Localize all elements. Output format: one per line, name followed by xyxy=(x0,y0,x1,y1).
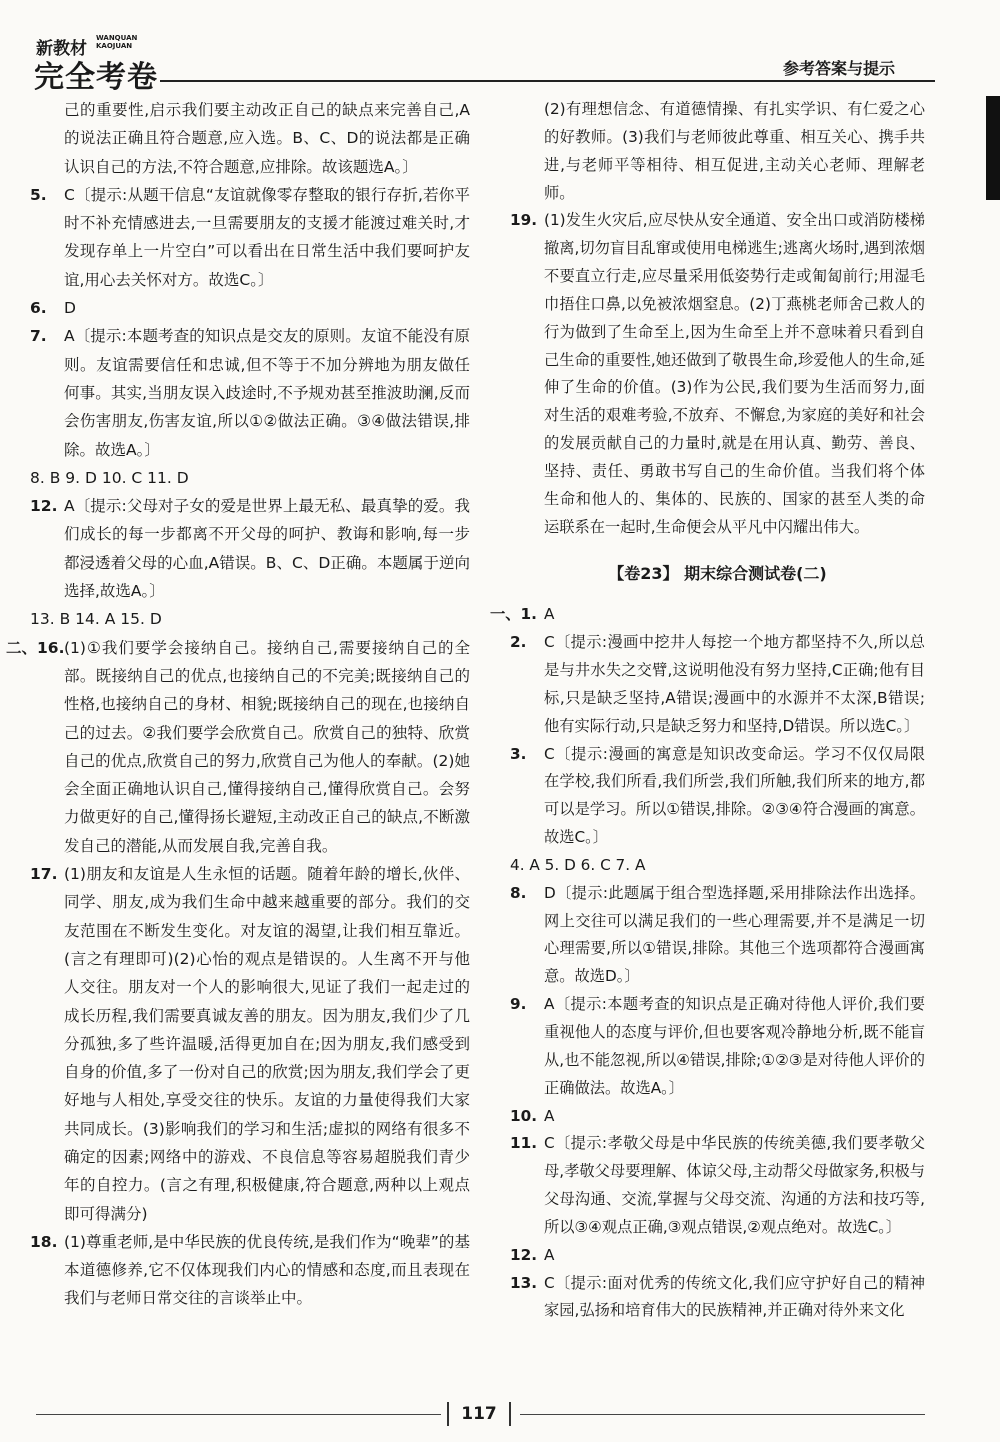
item-text: A xyxy=(544,1106,555,1125)
answer-item-11 xyxy=(510,1130,925,1241)
footer-bar-right xyxy=(509,1402,511,1426)
answer-item-19 xyxy=(510,207,925,541)
answer-item-12 xyxy=(510,1242,925,1270)
answer-item-8 xyxy=(510,880,925,991)
item-number: 13. xyxy=(510,1273,538,1292)
footer-bar-left xyxy=(447,1402,449,1426)
item-text: C〔提示:面对优秀的传统文化,我们应守护好自己的精神家园,弘扬和培育伟大的民族精神,并正确对待外来文化 xyxy=(544,1273,925,1320)
item-number: 3. xyxy=(510,744,527,763)
answer-continuation: 己的重要性,启示我们要主动改正自己的缺点来完善自己,A的说法正确且符合题意,应入选。B、C、D的说法都是正确认识自己的方法,不符合题意,应排除。故该题选A。〕 xyxy=(64,101,470,176)
answer-items-4-7: 4. A 5. D 6. C 7. A xyxy=(510,855,646,874)
answer-item-13 xyxy=(510,1270,925,1326)
page-number: 117 xyxy=(461,1404,497,1424)
item-text: D〔提示:此题属于组合型选择题,采用排除法作出选择。网上交往可以满足我们的一些心理需要,并不是满足一切心理需要,所以①错误,排除。其他三个选项都符合漫画寓意。故选D。〕 xyxy=(544,883,925,986)
item-number: 5. xyxy=(30,185,47,204)
brand-pinyin-line-1: WANQUAN xyxy=(96,34,138,42)
item-text: A〔提示:本题考查的知识点是正确对待他人评价,我们要重视他人的态度与评价,但也要客观冷静地分析,既不能盲从,也不能忽视,所以④错误,排除;①②③是对待他人评价的正确做法。故选A。〕 xyxy=(544,995,925,1097)
header-rule xyxy=(160,80,935,82)
page-footer xyxy=(0,1400,1000,1442)
item-text: C〔提示:漫画的寓意是知识改变命运。学习不仅仅局限在学校,我们所看,我们所尝,我们所触,我们所来的地方,都可以是学习。所以①错误,排除。②③④符合漫画的寓意。故选C。〕 xyxy=(544,744,925,847)
item-number: 12. xyxy=(30,497,58,516)
section-title: 参考答案与提示 xyxy=(782,59,895,78)
answer-item-12 xyxy=(30,492,470,605)
side-tab-marker xyxy=(986,96,1000,200)
answer-item-16 xyxy=(6,634,470,860)
item-text: A xyxy=(544,605,555,624)
item-text: C〔提示:从题干信息“友谊就像零存整取的银行存折,若你平时不补充情感进去,一旦需要朋友的支援才能渡过难关时,才发现存单上一片空白”可以看出在日常生活中我们要呵护友谊,用心去关怀对方。故选C。〕 xyxy=(64,185,470,289)
right-column xyxy=(490,96,925,1325)
item-text: (1)①我们要学会接纳自己。接纳自己,需要接纳自己的全部。既接纳自己的优点,也接纳自己的不完美;既接纳自己的性格,也接纳自己的身材、相貌;既接纳自己的现在,也接纳自己的过去。②我们要学会欣赏自己。欣赏自己的独特、欣赏自己的优点,欣赏自己的努力,欣赏自己为他人的奉献。(2)她会全面正确地认识自己,懂得接纳自己,懂得欣赏自己。会努力做更好的自己,懂得扬长避短,主动改正自己的缺点,不断激发自己的潜能,从而发展自我,完善自我。 xyxy=(64,638,470,855)
item-text: A xyxy=(544,1245,555,1264)
item-text: A〔提示:本题考查的知识点是交友的原则。友谊不能没有原则。友谊需要信任和忠诚,但不等于不加分辨地为朋友做任何事。其实,当朋友误入歧途时,不予规劝甚至推波助澜,反而会伤害朋友,伤害友谊,所以①②做法正确。③④做法错误,排除。故选A。〕 xyxy=(64,327,470,459)
answer-item-10 xyxy=(510,1103,925,1131)
item-number: 12. xyxy=(510,1245,538,1264)
answer-item-6 xyxy=(30,294,470,322)
item-number: 11. xyxy=(510,1134,538,1153)
exam-section-heading: 【卷23】 期末综合测试卷(二) xyxy=(608,563,827,583)
answer-item-5 xyxy=(30,181,470,294)
brand-small-title: 新教材 xyxy=(36,39,87,59)
footer-rule-left xyxy=(36,1414,441,1415)
brand-logo-title: 完全考卷 xyxy=(34,60,158,95)
answer-continuation: (2)有理想信念、有道德情操、有扎实学识、有仁爱之心的好教师。(3)我们与老师彼此尊重、相互关心、携手共进,与老师平等相待、相互促进,主动关心老师、理解老师。 xyxy=(544,100,925,202)
answer-item-9 xyxy=(510,991,925,1102)
item-number: 10. xyxy=(510,1106,538,1125)
page-header xyxy=(0,0,1000,95)
item-number: 7. xyxy=(30,327,47,346)
answer-item-2 xyxy=(510,629,925,740)
answer-item-18 xyxy=(30,1228,470,1313)
item-number: 2. xyxy=(510,633,527,652)
footer-rule-right xyxy=(520,1414,925,1415)
item-number: 6. xyxy=(30,299,47,318)
item-text: C〔提示:漫画中挖井人每挖一个地方都坚持不久,所以总是与井水失之交臂,这说明他没有努力坚持,C正确;他有目标,只是缺乏坚持,A错误;漫画中的水源并不太深,B错误;他有实际行动,只是缺乏努力和坚持,D错误。所以选C。〕 xyxy=(544,633,925,735)
brand-pinyin-line-2: KAOJUAN xyxy=(96,42,133,50)
item-number: 9. xyxy=(510,995,527,1014)
answer-items-8-11: 8. B 9. D 10. C 11. D xyxy=(30,468,189,487)
item-number: 19. xyxy=(510,211,538,230)
item-number: 8. xyxy=(510,883,527,902)
item-number: 18. xyxy=(30,1232,58,1251)
item-text: C〔提示:孝敬父母是中华民族的传统美德,我们要孝敬父母,孝敬父母要理解、体谅父母,主动帮父母做家务,积极与父母沟通、交流,掌握与父母交流、沟通的方法和技巧等,所以③④观点正确,③观点错误,②观点绝对。故选C。〕 xyxy=(544,1134,925,1236)
item-text: (1)发生火灾后,应尽快从安全通道、安全出口或消防楼梯撤离,切勿盲目乱窜或使用电梯逃生;逃离火场时,遇到浓烟不要直立行走,应尽量采用低姿势行走或匍匐前行;用湿毛巾捂住口鼻,以免被浓烟窒息。(2)丁燕桃老师舍己救人的行为做到了生命至上,因为生命至上并不意味着只看到自己生命的重要性,她还做到了敬畏生命,珍爱他人的生命,延伸了生命的价值。(3)作为公民,我们要为生活而努力,面对生活的艰难考验,不放弃、不懈怠,为家庭的美好和社会的发展贡献自己的力量时,就是在用认真、勤劳、善良、坚持、责任、勇敢书写自己的生命价值。当我们将个体生命和他人的、集体的、民族的、国家的甚至人类的命运联系在一起时,生命便会从平凡中闪耀出伟大。 xyxy=(544,211,925,536)
item-number: 二、16. xyxy=(6,638,65,657)
item-number: 一、1. xyxy=(490,605,537,624)
answer-item-1 xyxy=(490,601,925,629)
left-column xyxy=(6,96,470,1313)
brand-pinyin xyxy=(96,34,137,50)
answer-item-3 xyxy=(510,741,925,852)
item-text: D xyxy=(64,299,76,318)
item-text: (1)朋友和友谊是人生永恒的话题。随着年龄的增长,伙伴、同学、朋友,成为我们生命中越来越重要的部分。我们的交友范围在不断发生变化。对友谊的渴望,让我们相互靠近。(言之有理即可)(2)心怡的观点是错误的。人生离不开与他人交往。朋友对一个人的影响很大,见证了我们一起走过的成长历程,我们需要真诚友善的朋友。因为朋友,我们少了几分孤独,多了些许温暖,活得更加自在;因为朋友,我们感受到自身的价值,多了一份对自己的欣赏;因为朋友,我们学会了更好地与人相处,享受交往的快乐。友谊的力量使得我们大家共同成长。(3)影响我们的学习和生活;虚拟的网络有很多不确定的因素;网络中的游戏、不良信息等容易超脱我们青少年的自控力。(言之有理,积极健康,符合题意,两种以上观点即可得满分) xyxy=(64,865,470,1223)
item-number: 17. xyxy=(30,865,58,884)
answer-item-7 xyxy=(30,322,470,463)
answer-items-13-15: 13. B 14. A 15. D xyxy=(30,610,162,629)
item-text: (1)尊重老师,是中华民族的优良传统,是我们作为“晚辈”的基本道德修养,它不仅体现我们内心的情感和态度,而且表现在我们与老师日常交往的言谈举止中。 xyxy=(64,1232,470,1308)
item-text: A〔提示:父母对子女的爱是世界上最无私、最真挚的爱。我们成长的每一步都离不开父母的呵护、教诲和影响,每一步都浸透着父母的心血,A错误。B、C、D正确。本题属于逆向选择,故选A。〕 xyxy=(64,497,470,601)
answer-item-17 xyxy=(30,860,470,1228)
